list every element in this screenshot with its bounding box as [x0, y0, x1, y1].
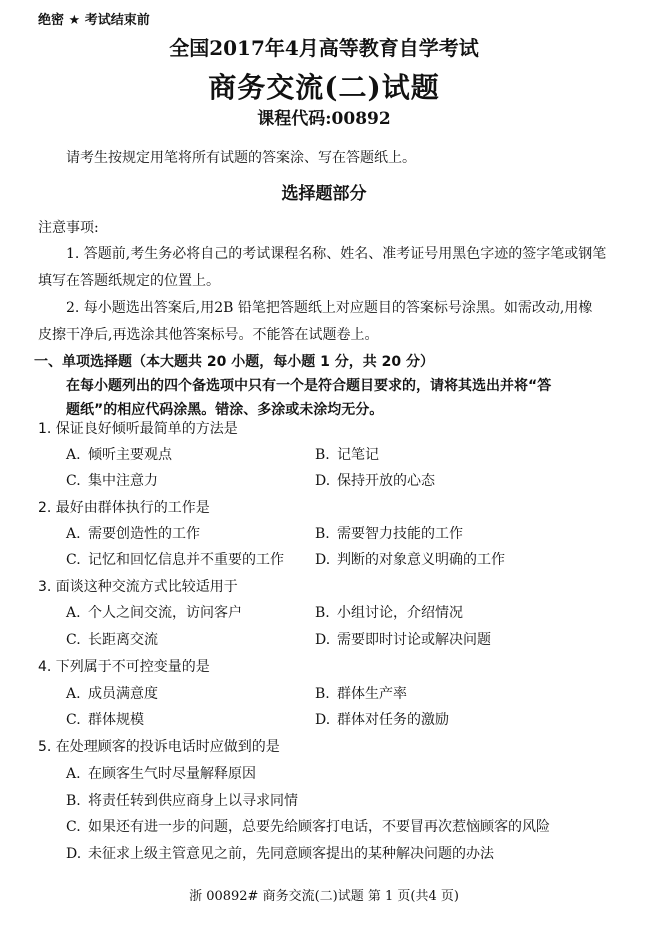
exam-title: 全国2017年4月高等教育自学考试: [169, 36, 479, 60]
option-c: [66, 470, 158, 490]
option-a: [66, 444, 172, 464]
notice-line: 1. 答题前,考生务必将自己的考试课程名称、姓名、准考证号用黑色字迹的签字笔或钢笔: [66, 246, 607, 262]
option-letter: B.: [315, 526, 330, 542]
option-b: [315, 602, 463, 622]
notice-line: 皮擦干净后,再选涂其他答案标号。不能答在试题卷上。: [38, 327, 379, 343]
question-stem: 1. 保证良好倾听最简单的方法是: [38, 421, 238, 437]
option-text: 群体规模: [88, 712, 144, 728]
option-text: 倾听主要观点: [88, 447, 172, 463]
option-b: [66, 790, 298, 810]
option-text: 群体对任务的激励: [337, 712, 449, 728]
option-text: 小组讨论，介绍情况: [337, 605, 463, 621]
notice-title: 注意事项:: [38, 220, 99, 236]
option-text: 记笔记: [337, 447, 379, 463]
option-letter: C.: [66, 712, 81, 728]
option-letter: A.: [66, 526, 81, 542]
option-text: 记忆和回忆信息并不重要的工作: [88, 552, 284, 568]
option-text: 在顾客生气时尽量解释原因: [88, 766, 256, 782]
notice-line: 2. 每小题选出答案后,用2B 铅笔把答题纸上对应题目的答案标号涂黑。如需改动,用橡: [66, 300, 593, 316]
option-letter: A.: [66, 686, 81, 702]
option-b: [315, 444, 379, 464]
option-d: [66, 843, 494, 863]
option-text: 集中注意力: [88, 473, 158, 489]
option-letter: D.: [315, 712, 331, 728]
option-text: 未征求上级主管意见之前，先同意顾客提出的某种解决问题的办法: [88, 846, 494, 862]
option-c: [66, 549, 284, 569]
option-text: 群体生产率: [337, 686, 407, 702]
intro-instruction: 请考生按规定用笔将所有试题的答案涂、写在答题纸上。: [66, 150, 416, 166]
confidential-mark: 绝密 ★ 考试结束前: [38, 13, 150, 28]
option-letter: B.: [66, 793, 81, 809]
question-stem: 3. 面谈这种交流方式比较适用于: [38, 579, 238, 595]
option-text: 长距离交流: [88, 632, 158, 648]
option-text: 将责任转到供应商身上以寻求同情: [88, 793, 298, 809]
paper-title: 商务交流(二)试题: [208, 71, 440, 104]
option-c: [66, 629, 158, 649]
option-letter: D.: [315, 473, 331, 489]
option-text: 需要即时讨论或解决问题: [337, 632, 491, 648]
option-letter: D.: [315, 632, 331, 648]
option-b: [315, 523, 463, 543]
option-letter: B.: [315, 447, 330, 463]
option-letter: C.: [66, 552, 81, 568]
part1-description: 题纸”的相应代码涂黑。错涂、多涂或未涂均无分。: [66, 402, 384, 418]
option-letter: A.: [66, 766, 81, 782]
option-letter: A.: [66, 447, 81, 463]
option-letter: C.: [66, 819, 81, 835]
option-d: [315, 470, 435, 490]
option-text: 保持开放的心态: [337, 473, 435, 489]
option-letter: C.: [66, 632, 81, 648]
option-text: 如果还有进一步的问题，总要先给顾客打电话，不要冒再次惹恼顾客的风险: [88, 819, 550, 835]
option-text: 需要智力技能的工作: [337, 526, 463, 542]
option-letter: B.: [315, 605, 330, 621]
option-letter: D.: [315, 552, 331, 568]
option-d: [315, 629, 491, 649]
option-letter: D.: [66, 846, 82, 862]
option-letter: A.: [66, 605, 81, 621]
part1-description: 在每小题列出的四个备选项中只有一个是符合题目要求的，请将其选出并将“答: [66, 378, 552, 394]
option-d: [315, 549, 505, 569]
option-c: [66, 709, 144, 729]
option-text: 成员满意度: [88, 686, 158, 702]
option-a: [66, 602, 242, 622]
section-title: 选择题部分: [281, 184, 367, 204]
question-stem: 5. 在处理顾客的投诉电话时应做到的是: [38, 739, 280, 755]
option-a: [66, 523, 200, 543]
option-d: [315, 709, 449, 729]
page-footer: 浙 00892# 商务交流(二)试题 第 1 页(共4 页): [189, 889, 459, 904]
option-letter: C.: [66, 473, 81, 489]
part1-title: 一、单项选择题（本大题共 20 小题，每小题 1 分，共 20 分）: [34, 354, 434, 370]
question-stem: 4. 下列属于不可控变量的是: [38, 659, 210, 675]
option-text: 判断的对象意义明确的工作: [337, 552, 505, 568]
option-a: [66, 683, 158, 703]
option-text: 个人之间交流，访问客户: [88, 605, 242, 621]
course-code: 课程代码:00892: [257, 109, 391, 129]
question-stem: 2. 最好由群体执行的工作是: [38, 500, 210, 516]
option-b: [315, 683, 407, 703]
notice-line: 填写在答题纸规定的位置上。: [38, 273, 220, 289]
option-text: 需要创造性的工作: [88, 526, 200, 542]
option-letter: B.: [315, 686, 330, 702]
option-a: [66, 763, 256, 783]
option-c: [66, 816, 550, 836]
